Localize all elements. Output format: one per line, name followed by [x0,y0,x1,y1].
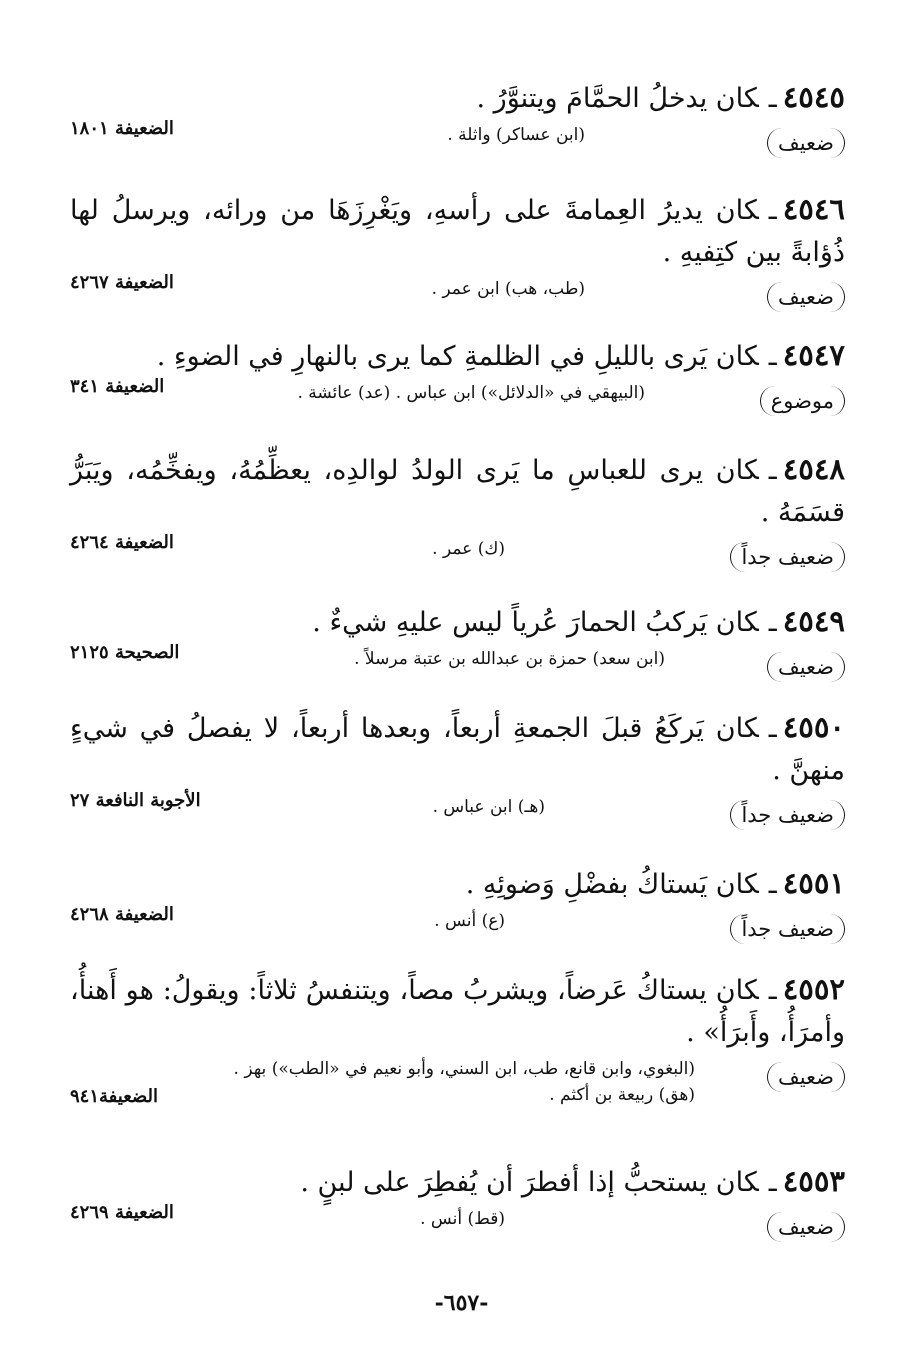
hadith-text: ٤٥٤٩ـكان يَركبُ الحمارَ عُرياً ليس عليهِ شيءٌ . [312,604,845,638]
hadith-meta [70,1202,845,1252]
hadith-entry-4553 [70,1160,845,1252]
source-label: (قط) أنس . [420,1209,505,1229]
hadith-entry-4551 [70,862,845,954]
hadith-body: كان يرى للعباسِ ما يَرى الولدُ لوالدِه، يعظِّمُهُ، ويفخِّمُه، ويَبَرُّ قسَمَهُ . [70,455,845,528]
hadith-text: ٤٥٥٠ـكان يَركَعُ قبلَ الجمعةِ أربعاً، وبعدها أربعاً، لا يفصلُ في شيءٍ منهنَّ . [70,710,845,786]
grade-label: ضعيف [767,1062,845,1092]
source-label: (ك) عمر . [432,539,505,559]
grade-label: ضعيف [767,128,845,158]
hadith-text: ٤٥٥٢ـكان يستاكُ عَرضاً، ويشربُ مصاً، ويتنفسُ ثلاثاً: ويقولُ: هو أَهنأُ، وأمرَأُ، وأَبرَأُ» . [70,972,845,1048]
hadith-entry-4550 [70,706,845,840]
hadith-number: ٤٥٥١ [782,866,845,900]
hadith-text: ٤٥٥١ـكان يَستاكُ بفضْلِ وَضوئِهِ . [465,866,845,900]
hadith-meta [70,1056,845,1136]
page-number: -٦٥٧- [434,1290,489,1316]
hadith-entry-4552 [70,968,845,1136]
hadith-body: كان يَستاكُ بفضْلِ وَضوئِهِ . [465,869,759,900]
hadith-entry-4548 [70,448,845,582]
grade-label: ضعيف [767,282,845,312]
hadith-text: ٤٥٤٥ـكان يدخلُ الحمَّامَ ويتنوَّرُ . [476,80,845,114]
hadith-number: ٤٥٥٣ [782,1164,845,1198]
hadith-meta [70,642,845,692]
hadith-text: ٤٥٤٦ـكان يديرُ العِمامةَ على رأسهِ، ويَغْرِزَهَا من ورائه، ويرسلُ لها ذُؤابةً بين كتِفيهِ . [70,192,845,268]
reference-label: الأجوبة النافعة ٢٧ [70,790,201,811]
hadith-entry-4545 [70,76,845,168]
hadith-meta [70,790,845,840]
hadith-body: كان يَرى بالليلِ في الظلمةِ كما يرى بالنهارِ في الضوءِ . [156,341,759,372]
reference-label: الضعيفة ٣٤١ [70,376,165,397]
reference-label: الضعيفة ٤٢٦٨ [70,904,174,925]
hadith-number: ٤٥٤٨ [782,452,845,486]
reference-label: الضعيفة٩٤١ [70,1086,158,1107]
grade-label: ضعيف [767,1212,845,1242]
hadith-text: ٤٥٤٨ـكان يرى للعباسِ ما يَرى الولدُ لوالدِه، يعظِّمُهُ، ويفخِّمُه، ويَبَرُّ قسَمَهُ . [70,452,845,528]
source-label: (البغوي، وابن قانع، طب، ابن السني، وأبو نعيم في «الطب») بهز . (هق) ربيعة بن أكثم . [233,1059,695,1105]
hadith-text: ٤٥٤٧ـكان يَرى بالليلِ في الظلمةِ كما يرى بالنهارِ في الضوءِ . [156,338,845,372]
hadith-entry-4546 [70,188,845,322]
hadith-meta [70,272,845,322]
hadith-number: ٤٥٤٥ [782,80,845,114]
reference-label: الضعيفة ٤٢٦٤ [70,532,174,553]
hadith-number: ٤٥٥٠ [782,710,845,744]
hadith-number: ٤٥٤٧ [782,338,845,372]
hadith-number: ٤٥٤٦ [782,192,845,226]
hadith-meta [70,904,845,954]
source-label: (طب، هب) ابن عمر . [431,279,585,299]
source-label: (البيهقي في «الدلائل») ابن عباس . (عد) عائشة . [297,383,645,403]
hadith-meta [70,118,845,168]
grade-label: ضعيف جداً [730,800,845,830]
hadith-body: كان يَركَعُ قبلَ الجمعةِ أربعاً، وبعدها أربعاً، لا يفصلُ في شيءٍ منهنَّ . [70,713,845,786]
hadith-text: ٤٥٥٣ـكان يستحبُّ إذا أفطرَ أن يُفطِرَ على لبنٍ . [300,1164,845,1198]
hadith-meta [70,532,845,582]
source-label: (ع) أنس . [434,911,505,931]
grade-label: ضعيف [767,652,845,682]
source-label: (ابن عساكر) واثلة . [447,125,585,145]
reference-label: الضعيفة ٤٢٦٧ [70,272,174,293]
hadith-meta [70,376,845,426]
hadith-entry-4547 [70,334,845,426]
hadith-number: ٤٥٤٩ [782,604,845,638]
reference-label: الضعيفة ٤٢٦٩ [70,1202,174,1223]
hadith-body: كان يدخلُ الحمَّامَ ويتنوَّرُ . [476,83,759,114]
source-label: (هـ) ابن عباس . [432,797,545,817]
hadith-number: ٤٥٥٢ [782,972,845,1006]
grade-label: موضوع [760,386,845,416]
grade-label: ضعيف جداً [730,914,845,944]
grade-label: ضعيف جداً [730,542,845,572]
hadith-body: كان يديرُ العِمامةَ على رأسهِ، ويَغْرِزَهَا من ورائه، ويرسلُ لها ذُؤابةً بين كتِفيهِ . [70,195,845,268]
reference-label: الضعيفة ١٨٠١ [70,118,174,139]
hadith-body: كان يَركبُ الحمارَ عُرياً ليس عليهِ شيءٌ . [312,607,759,638]
hadith-body: كان يستحبُّ إذا أفطرَ أن يُفطِرَ على لبنٍ . [300,1167,759,1198]
source-label: (ابن سعد) حمزة بن عبدالله بن عتبة مرسلاً . [354,649,665,669]
hadith-body: كان يستاكُ عَرضاً، ويشربُ مصاً، ويتنفسُ ثلاثاً: ويقولُ: هو أَهنأُ، وأمرَأُ، وأَبرَأُ» . [70,975,845,1048]
reference-label: الصحيحة ٢١٢٥ [70,642,180,663]
hadith-entry-4549 [70,600,845,692]
